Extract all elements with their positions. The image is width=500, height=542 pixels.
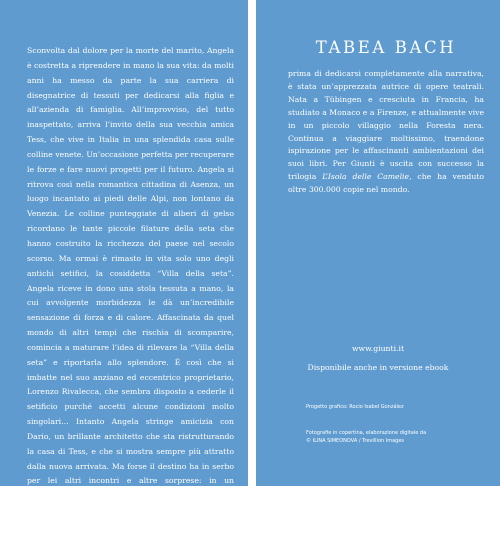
publisher-website: www.giunti.it	[351, 344, 405, 353]
photo-credit-line: © ILINA SIMEONOVA / Trevillion Images	[306, 438, 405, 444]
trilogy-title: L’Isola delle Camelie	[322, 172, 410, 182]
author-bio-text-end: , che ha venduto oltre 300.000 copie nel mondo.	[288, 172, 484, 195]
author-bio	[288, 68, 484, 197]
book-tagline: Una grande storia d’amore, rinascita e segreti.	[27, 531, 246, 541]
back-flap	[256, 0, 500, 486]
photo-credit	[306, 429, 426, 445]
author-bio-text: prima di dedicarsi completamente alla narrativa, è stata un’apprezzata autrice di opere teatrali. Nata a Tübingen e cresciuta in Francia, ha studiato a Monaco e a Firenze, e attualmente vive in un piccolo villaggio nella Foresta nera. Continua a viaggiare moltissimo, traendone ispirazione per le affascinanti ambientazioni dei suoi libri. Per Giunti è uscita con successo la trilogia	[288, 69, 484, 182]
ebook-availability: Disponibile anche in versione ebook	[307, 363, 449, 372]
book-synopsis: Sconvolta dal dolore per la morte del marito, Angela è costretta a riprendere in mano la sua vita: da molti anni ha messo da parte la sua carriera di disegnatrice di tessuti per dedicarsi alla figlia e all’azienda di famiglia. All’improvviso, del tutto inaspettato, arriva l’invito della sua vecchia amica Tess, che vive in Italia in una splendida casa sulle colline venete. Un’occasione perfetta per recuperare le forze e fare nuovi progetti per il futuro. Angela si ritrova così nella romantica cittadina di Asenza, un luogo incantato ai piedi delle Alpi, non lontano da Venezia. Le colline punteggiate di alberi di gelso ricordano le tante piccole filature della seta che hanno costruito la ricchezza del paese nel secolo scorso. Ma ormai è rimasto in vita solo uno degli antichi setifici, la cosiddetta “Villa della seta”. Angela riceve in dono una stola tessuta a mano, la cui avvolgente morbidezza le dà un’incredibile sensazione di forza e di calore. Affascinata da quel mondo di altri tempi che rischia di scomparire, comincia a maturare l’idea di rilevare la “Villa della seta” e riportarla allo splendore. È così che si imbatte nel suo anziano ed eccentrico proprietario, Lorenzo Rivalecca, che sembra disposto a cederle il setificio purché accetti alcune condizioni molto singolari… Intanto Angela stringe amicizia con Dario, un brillante architetto che sta ristrutturando la casa di Tess, e che si mostra sempre più attratto dalla nuova arrivata. Ma forse il destino ha in serbo per lei altri incontri e altre sorprese: in un crescendo di colpi di scena, Angela dovrà trovare il coraggio di scegliere la sua strada.	[27, 46, 234, 516]
front-flap	[0, 0, 248, 541]
author-name: TABEA BACH	[315, 38, 457, 57]
photo-credit-line: Fotografie in copertina, elaborazione digitale da	[306, 430, 427, 436]
design-credit: Progetto grafico: Rocio Isabel González	[306, 404, 404, 410]
